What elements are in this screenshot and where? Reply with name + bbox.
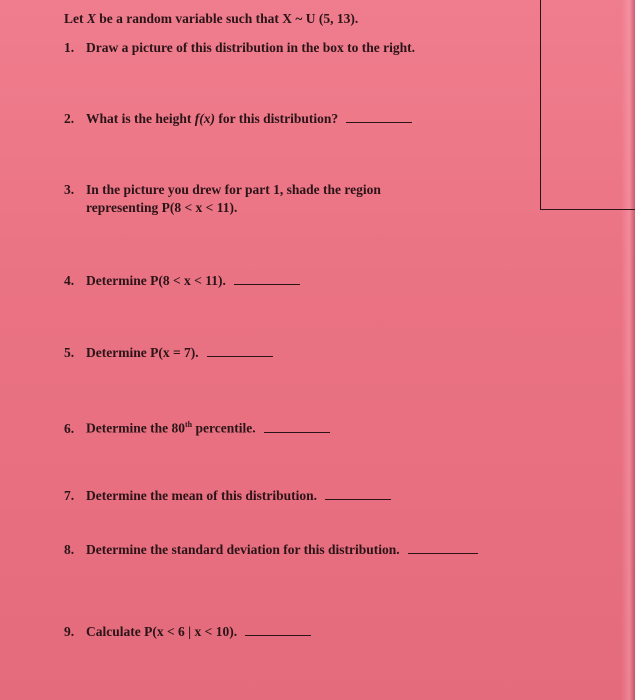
question-8 [64, 541, 478, 559]
question-number: 2. [64, 111, 75, 126]
question-2 [64, 110, 412, 128]
intro-distribution: X ~ U (5, 13). [282, 11, 359, 26]
question-number: 9. [64, 624, 75, 639]
question-6 [64, 416, 330, 438]
question-number: 7. [64, 488, 75, 503]
question-text: What is the height [86, 111, 195, 126]
intro-variable: X [86, 11, 96, 26]
question-text: for this distribution? [215, 111, 339, 126]
problem-intro [64, 11, 358, 27]
answer-blank[interactable] [408, 553, 478, 554]
question-number: 1. [64, 40, 75, 55]
answer-blank[interactable] [207, 356, 273, 357]
question-1 [64, 39, 415, 57]
question-number: 8. [64, 542, 75, 557]
ordinal-suffix: th [184, 420, 193, 429]
question-number: 4. [64, 273, 75, 288]
question-number: 3. [64, 182, 75, 197]
question-7 [64, 487, 391, 505]
question-text: Determine the 80 [86, 420, 185, 436]
question-text: Determine the mean of this distribution. [86, 488, 317, 503]
question-text: Determine P(x = 7). [86, 345, 199, 360]
question-number: 6. [64, 420, 75, 436]
intro-middle: be a random variable such that [95, 11, 283, 26]
answer-blank[interactable] [245, 635, 311, 636]
question-text: percentile. [192, 420, 256, 436]
answer-blank[interactable] [325, 499, 391, 500]
question-text: In the picture you drew for part 1, shade the region [86, 182, 381, 197]
question-4 [64, 272, 300, 290]
answer-blank[interactable] [234, 284, 300, 285]
question-text: Determine P(8 < x < 11). [86, 273, 226, 288]
drawing-box[interactable] [540, 0, 635, 210]
answer-blank[interactable] [264, 432, 330, 433]
question-5 [64, 344, 273, 362]
question-3 [64, 181, 381, 217]
answer-blank[interactable] [346, 122, 412, 123]
question-text-continued: representing P(8 < x < 11). [86, 200, 238, 215]
question-text: Calculate P(x < 6 | x < 10). [86, 624, 238, 639]
question-9 [64, 623, 311, 641]
function-notation: f(x) [194, 111, 216, 126]
question-text: Determine the standard deviation for this distribution. [86, 542, 400, 557]
intro-prefix: Let [64, 11, 87, 26]
question-number: 5. [64, 345, 75, 360]
question-text: Draw a picture of this distribution in the box to the right. [86, 40, 416, 55]
